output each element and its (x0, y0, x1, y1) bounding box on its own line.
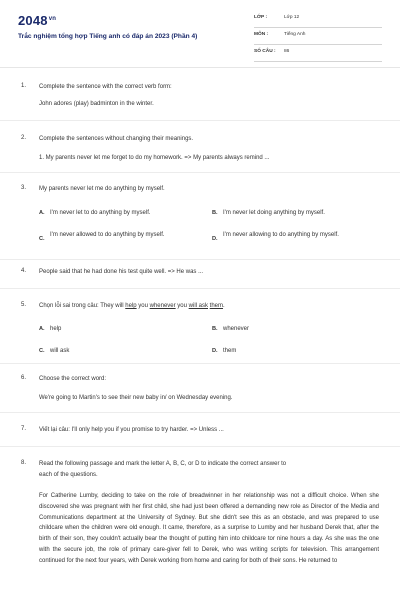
meta-value: Lớp 12 (284, 15, 300, 20)
question-body: John adores (play) badminton in the winter. (39, 101, 154, 107)
underlined-word: whenever (149, 303, 176, 309)
prompt-text: you (136, 303, 150, 309)
question-number: 2. (21, 135, 27, 141)
option-letter: B. (212, 210, 218, 216)
meta-row-class (254, 14, 382, 28)
question-prompt-line-1: Read the following passage and mark the letter A, B, C, or D to indicate the correct answer to (39, 461, 287, 467)
underlined-word: help (125, 303, 137, 309)
divider (0, 412, 400, 413)
question-number: 7. (21, 426, 27, 432)
option-letter: C. (39, 236, 45, 242)
option-text: will ask (50, 348, 70, 354)
header-divider (0, 67, 400, 68)
prompt-text: you (175, 303, 189, 309)
option-text: help (50, 326, 62, 332)
question-number: 5. (21, 302, 27, 308)
option-letter: D. (212, 348, 218, 354)
question-number: 6. (21, 375, 27, 381)
meta-value: 86 (284, 49, 290, 54)
meta-key: SỐ CÂU : (254, 49, 276, 54)
option-letter: A. (39, 210, 45, 216)
meta-key: LỚP : (254, 15, 268, 20)
question-prompt-line-2: each of the questions. (39, 472, 98, 478)
underlined-word: them (209, 303, 224, 309)
option-text: I'm never allowing to do anything by myself. (223, 232, 339, 238)
meta-row-subject (254, 31, 382, 45)
option-text: I'm never let doing anything by myself. (223, 210, 325, 216)
page-title: Trắc nghiệm tổng hợp Tiếng anh có đáp án 2023 (Phần 4) (18, 33, 198, 40)
divider (0, 120, 400, 121)
divider (0, 446, 400, 447)
option-text: them (223, 348, 237, 354)
logo-text: 2048 (18, 13, 48, 28)
meta-table (254, 14, 382, 65)
question-number: 4. (21, 268, 27, 274)
prompt-text: . (223, 303, 225, 309)
divider (0, 288, 400, 289)
question-prompt: Complete the sentence with the correct verb form: (39, 84, 172, 90)
question-prompt: My parents never let me do anything by myself. (39, 186, 165, 192)
option-text: I'm never let to do anything by myself. (50, 210, 151, 216)
question-number: 8. (21, 460, 27, 466)
question-prompt (39, 302, 369, 310)
question-number: 1. (21, 83, 27, 89)
divider (0, 259, 400, 260)
question-number: 3. (21, 185, 27, 191)
option-letter: A. (39, 326, 45, 332)
site-logo[interactable] (18, 13, 56, 28)
question-prompt: Viết lại câu: I'll only help you if you promise to try harder. => Unless ... (39, 427, 224, 433)
meta-row-count (254, 48, 382, 62)
reading-passage: For Catherine Lumby, deciding to take on the role of breadwinner in her relationship was not a difficult choice. When she discovered she was pregnant with her first child, she had just been offered a demanding new role as Director of the Media and Communications department at the University of Sydney. But she didn't see this as an obstacle, and was prepared to use childcare when the children were old enough. It came, therefore, as a surprise to Lumby and her husband Derek that, after the birth of their son, they couldn't actually bear the thought of putting him into childcare tor nine hours a day. As she was the one with the secure job, the role of primary care-giver fell to Derek, who was writing scripts for television. This arrangement continued for the next four years, with Derek working from home and caring for both of their sons. He returned to (39, 493, 379, 564)
question-body: 1. My parents never let me forget to do my homework. => My parents always remind ... (39, 155, 270, 161)
meta-value: Tiếng Anh (284, 32, 306, 37)
prompt-text: Chọn lỗi sai trong câu: They will (39, 303, 126, 309)
question-prompt: People said that he had done his test quite well. => He was ... (39, 269, 204, 275)
option-text: I'm never allowed to do anything by myself. (50, 232, 165, 238)
option-letter: C. (39, 348, 45, 354)
logo-suffix: vn (48, 15, 57, 22)
divider (0, 172, 400, 173)
question-body: We're going to Martin's to see their new baby in/ on Wednesday evening. (39, 395, 233, 401)
divider (0, 363, 400, 364)
option-text: whenever (223, 326, 250, 332)
question-prompt: Choose the correct word: (39, 376, 107, 382)
option-letter: D. (212, 236, 218, 242)
underlined-word: will ask (188, 303, 208, 309)
question-prompt: Complete the sentences without changing their meanings. (39, 136, 194, 142)
meta-key: MÔN : (254, 32, 269, 37)
document-header (0, 0, 400, 68)
option-letter: B. (212, 326, 218, 332)
